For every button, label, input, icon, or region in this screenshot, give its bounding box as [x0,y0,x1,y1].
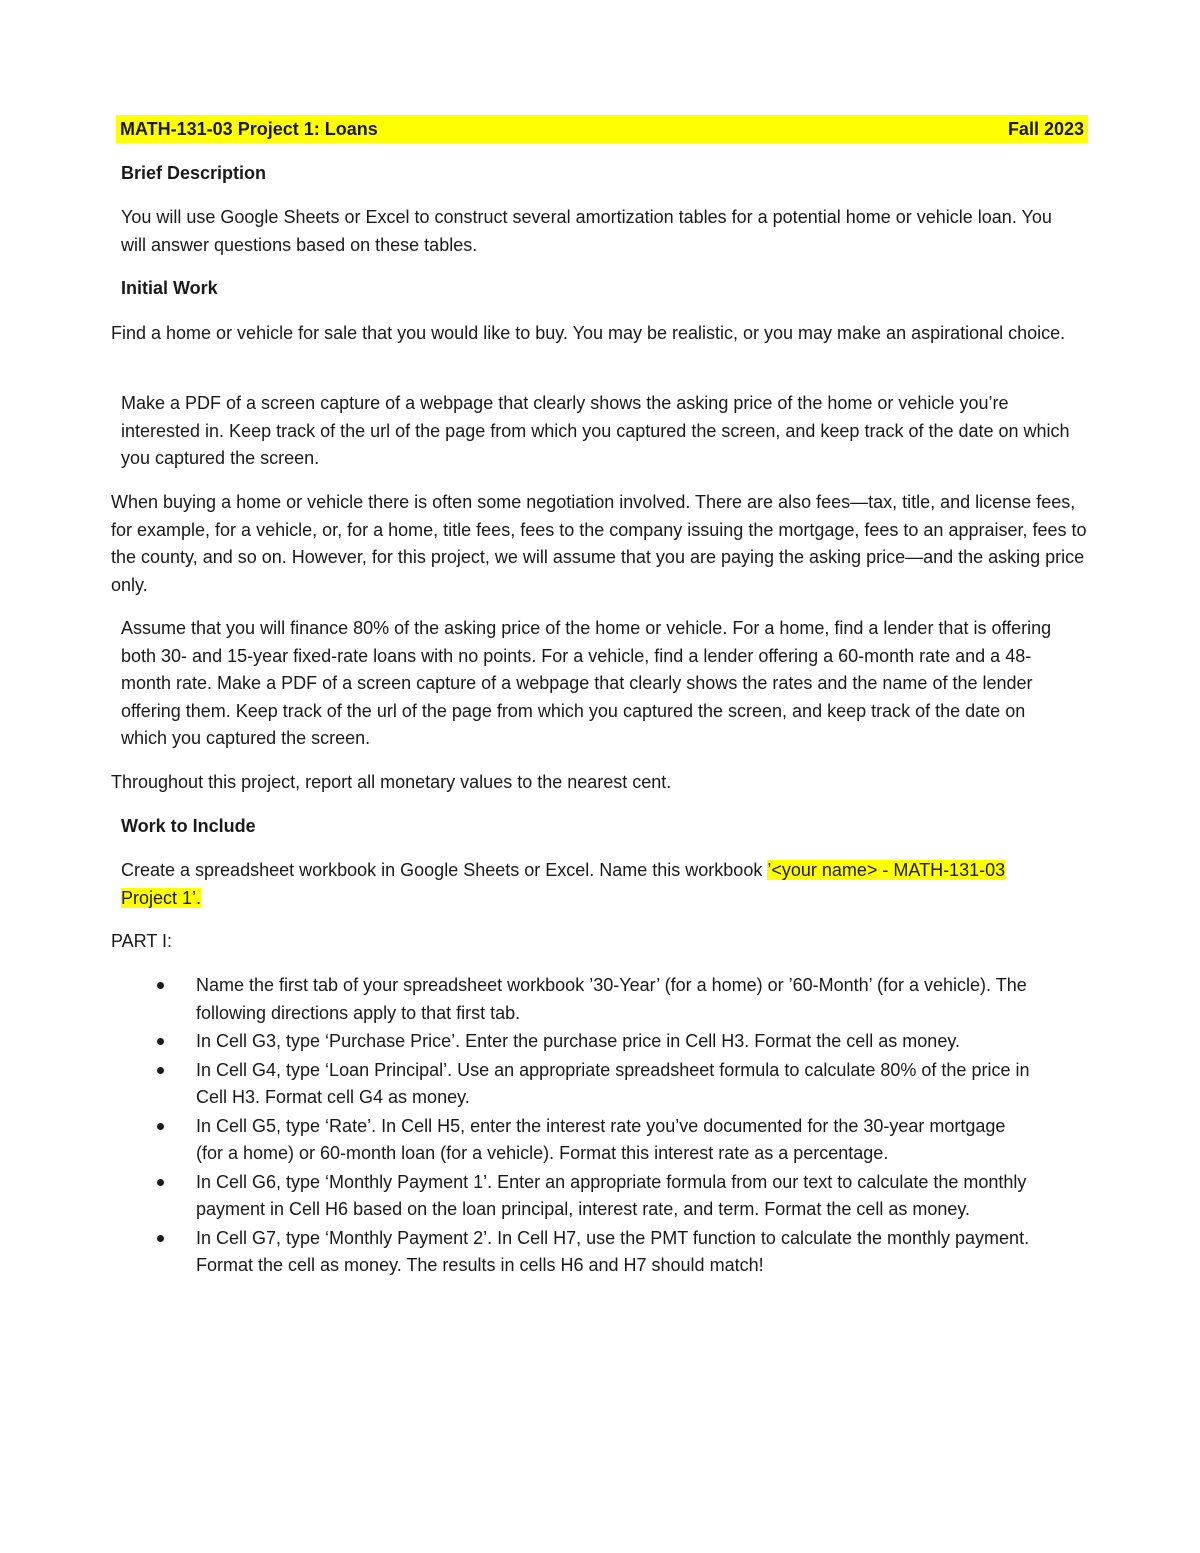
list-item: In Cell G5, type ‘Rate’. In Cell H5, enter the interest rate you’ve documented for the 30-year mortgage (for a home) or 60-month loan (for a vehicle). Format this interest rate as a percentage. [150,1113,1030,1168]
work-to-include-paragraph [121,857,1026,912]
document-title: MATH-131-03 Project 1: Loans [120,118,378,139]
list-item: In Cell G6, type ‘Monthly Payment 1’. Enter an appropriate formula from our text to calculate the monthly payment in Cell H6 based on the loan principal, interest rate, and term. Format the cell as money. [150,1169,1030,1224]
initial-work-paragraph-5: Throughout this project, report all monetary values to the nearest cent. [111,772,672,792]
initial-work-paragraph-4: Assume that you will finance 80% of the asking price of the home or vehicle. For a home, find a lender that is offering both 30- and 15-year fixed-rate loans with no points. For a vehicle, find a lender offering a 60-month rate and a 48-month rate. Make a PDF of a screen capture of a webpage that clearly shows the rates and the name of the lender offering them. Keep track of the url of the page from which you captured the screen, and keep track of the date on which you captured the screen. [121,618,1052,748]
list-item: In Cell G4, type ‘Loan Principal’. Use an appropriate spreadsheet formula to calculate 80% of the price in Cell H3. Format cell G4 as money. [150,1057,1030,1112]
part-1-list [150,972,1030,1281]
initial-work-paragraph-2: Make a PDF of a screen capture of a webpage that clearly shows the asking price of the home or vehicle you’re interested in. Keep track of the url of the page from which you captured the screen, and keep track of the date on which you captured the screen. [121,393,1070,468]
list-item: In Cell G3, type ‘Purchase Price’. Enter the purchase price in Cell H3. Format the cell as money. [150,1028,1030,1056]
initial-work-heading: Initial Work [121,278,218,298]
term-label: Fall 2023 [1007,118,1084,139]
title-bar [116,115,1088,143]
initial-work-paragraph-1: Find a home or vehicle for sale that you would like to buy. You may be realistic, or you may make an aspirational choice. [111,323,1066,343]
part-1-label: PART I: [111,931,173,951]
initial-work-paragraph-3: When buying a home or vehicle there is often some negotiation involved. There are also fees—tax, title, and license fees, for example, for a vehicle, or, for a home, title fees, fees to the company issuing the mortgage, fees to an appraiser, fees to the county, and so on. However, for this project, we will assume that you are paying the asking price—and the asking price only. [111,492,1087,595]
work-to-include-heading: Work to Include [121,816,256,836]
brief-description-heading: Brief Description [121,163,267,183]
brief-description-text: You will use Google Sheets or Excel to construct several amortization tables for a potential home or vehicle loan. You will answer questions based on these tables. [121,207,1052,255]
workbook-instruction-text: Create a spreadsheet workbook in Google Sheets or Excel. Name this workbook [121,860,768,880]
list-item: Name the first tab of your spreadsheet workbook ’30-Year’ (for a home) or ’60-Month’ (for a vehicle). The following directions apply to that first tab. [150,972,1030,1027]
workbook-name-highlight: ’<your name> - MATH-131-03 Project 1’. [121,860,1006,908]
list-item: In Cell G7, type ‘Monthly Payment 2’. In Cell H7, use the PMT function to calculate the monthly payment. Format the cell as money. The results in cells H6 and H7 should match! [150,1225,1030,1280]
